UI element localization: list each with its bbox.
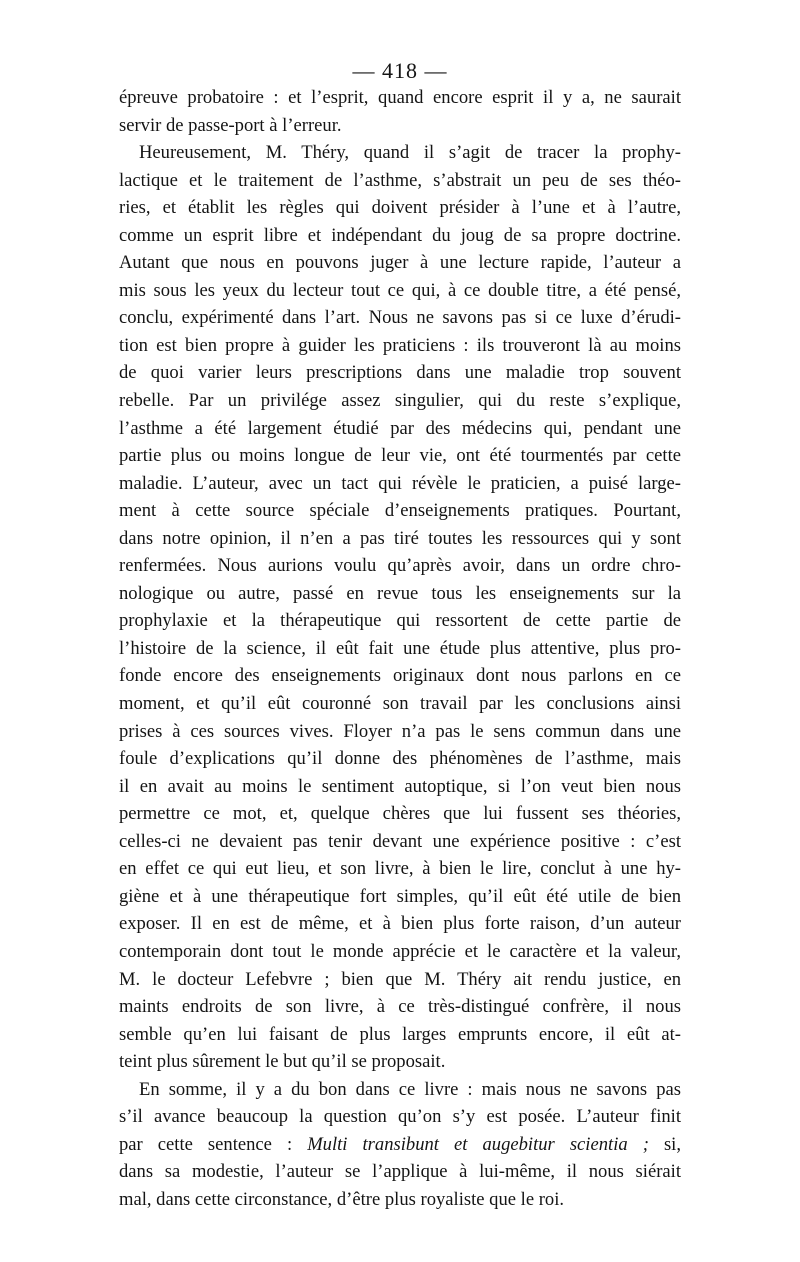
text-line: mis sous les yeux du lecteur tout ce qui, à ce double titre, a été pensé, bbox=[119, 279, 681, 301]
paragraph-1 bbox=[119, 84, 681, 139]
text-line: dans notre opinion, il n’en a pas tiré toutes les ressources qui y sont bbox=[119, 527, 681, 549]
text-line: Heureusement, M. Théry, quand il s’agit de tracer la prophy- bbox=[139, 142, 681, 164]
text-line: partie plus ou moins longue de leur vie, ont été tourmentés par cette bbox=[119, 445, 681, 467]
text-line: M. le docteur Lefebvre ; bien que M. Théry ait rendu justice, en bbox=[119, 968, 681, 990]
text-line: épreuve probatoire : et l’esprit, quand encore esprit il y a, ne saurait bbox=[119, 87, 681, 108]
text-line: moment, et qu’il eût couronné son travail par les conclusions ainsi bbox=[119, 693, 681, 715]
text-line: ries, et établit les règles qui doivent présider à l’une et à l’autre, bbox=[119, 197, 681, 219]
text-line: rebelle. Par un privilége assez singulier, qui du reste s’explique, bbox=[119, 390, 681, 412]
text-line: l’histoire de la science, il eût fait une étude plus attentive, plus pro- bbox=[119, 637, 681, 659]
text-line: de quoi varier leurs prescriptions dans une maladie trop souvent bbox=[119, 362, 681, 384]
text-line: maints endroits de son livre, à ce très-distingué confrère, il nous bbox=[119, 996, 681, 1018]
text-line: servir de passe-port à l’erreur. bbox=[119, 114, 342, 136]
text-line-latin-quote bbox=[119, 1131, 681, 1159]
text-line: permettre ce mot, et, quelque chères que lui fussent ses théories, bbox=[119, 803, 681, 825]
text-line: celles-ci ne devaient pas tenir devant une expérience positive : c’est bbox=[119, 830, 681, 852]
page-number: — 418 — bbox=[352, 58, 448, 83]
text-line: fonde encore des enseignements originaux dont nous parlons en ce bbox=[119, 665, 681, 687]
text-line: foule d’explications qu’il donne des phénomènes de l’asthme, mais bbox=[119, 748, 681, 770]
text-line: tion est bien propre à guider les praticiens : ils trouveront là au moins bbox=[119, 334, 681, 356]
text-line: prophylaxie et la thérapeutique qui ressortent de cette partie de bbox=[119, 610, 681, 632]
latin-line-after: si, bbox=[648, 1133, 681, 1155]
text-line: Autant que nous en pouvons juger à une lecture rapide, l’auteur a bbox=[119, 252, 681, 274]
text-line: renfermées. Nous aurions voulu qu’après avoir, dans un ordre chro- bbox=[119, 555, 681, 577]
text-line: en effet ce qui eut lieu, et son livre, à bien le lire, conclut à une hy- bbox=[119, 858, 681, 880]
text-line: En somme, il y a du bon dans ce livre : mais nous ne savons pas bbox=[139, 1078, 681, 1100]
text-line: comme un esprit libre et indépendant du joug de sa propre doctrine. bbox=[119, 224, 681, 246]
latin-line-before: par cette sentence : bbox=[119, 1133, 308, 1155]
text-line: l’asthme a été largement étudié par des médecins qui, pendant une bbox=[119, 417, 681, 439]
text-line: prises à ces sources vives. Floyer n’a pas le sens commun dans une bbox=[119, 720, 681, 742]
text-line: semble qu’en lui faisant de plus larges emprunts encore, il eût at- bbox=[119, 1023, 681, 1045]
text-line: dans sa modestie, l’auteur se l’applique à lui-même, il nous siérait bbox=[119, 1161, 681, 1183]
paragraph-2 bbox=[119, 139, 681, 1076]
text-line: exposer. Il en est de même, et à bien plus forte raison, d’un auteur bbox=[119, 913, 681, 935]
text-line: lactique et le traitement de l’asthme, s’abstrait un peu de ses théo- bbox=[119, 169, 681, 191]
text-line: giène et à une thérapeutique fort simples, qu’il eût été utile de bien bbox=[119, 885, 681, 907]
text-line: mal, dans cette circonstance, d’être plus royaliste que le roi. bbox=[119, 1188, 565, 1210]
text-line: maladie. L’auteur, avec un tact qui révèle le praticien, a puisé large- bbox=[119, 472, 681, 494]
text-line: ment à cette source spéciale d’enseignements pratiques. Pourtant, bbox=[119, 500, 681, 522]
text-line: conclu, expérimenté dans l’art. Nous ne savons pas si ce luxe d’érudi- bbox=[119, 307, 681, 329]
body-text bbox=[119, 84, 681, 1213]
text-line: contemporain dont tout le monde apprécie et le caractère et la valeur, bbox=[119, 940, 681, 962]
text-line: teint plus sûrement le but qu’il se proposait. bbox=[119, 1051, 446, 1073]
paragraph-3 bbox=[119, 1076, 681, 1214]
latin-quote: Multi transibunt et augebitur scientia ; bbox=[307, 1133, 649, 1155]
text-line: s’il avance beaucoup la question qu’on s’y est posée. L’auteur finit bbox=[119, 1106, 681, 1128]
text-line: il en avait au moins le sentiment autoptique, si l’on veut bien nous bbox=[119, 775, 681, 797]
text-line: nologique ou autre, passé en revue tous les enseignements sur la bbox=[119, 582, 681, 604]
